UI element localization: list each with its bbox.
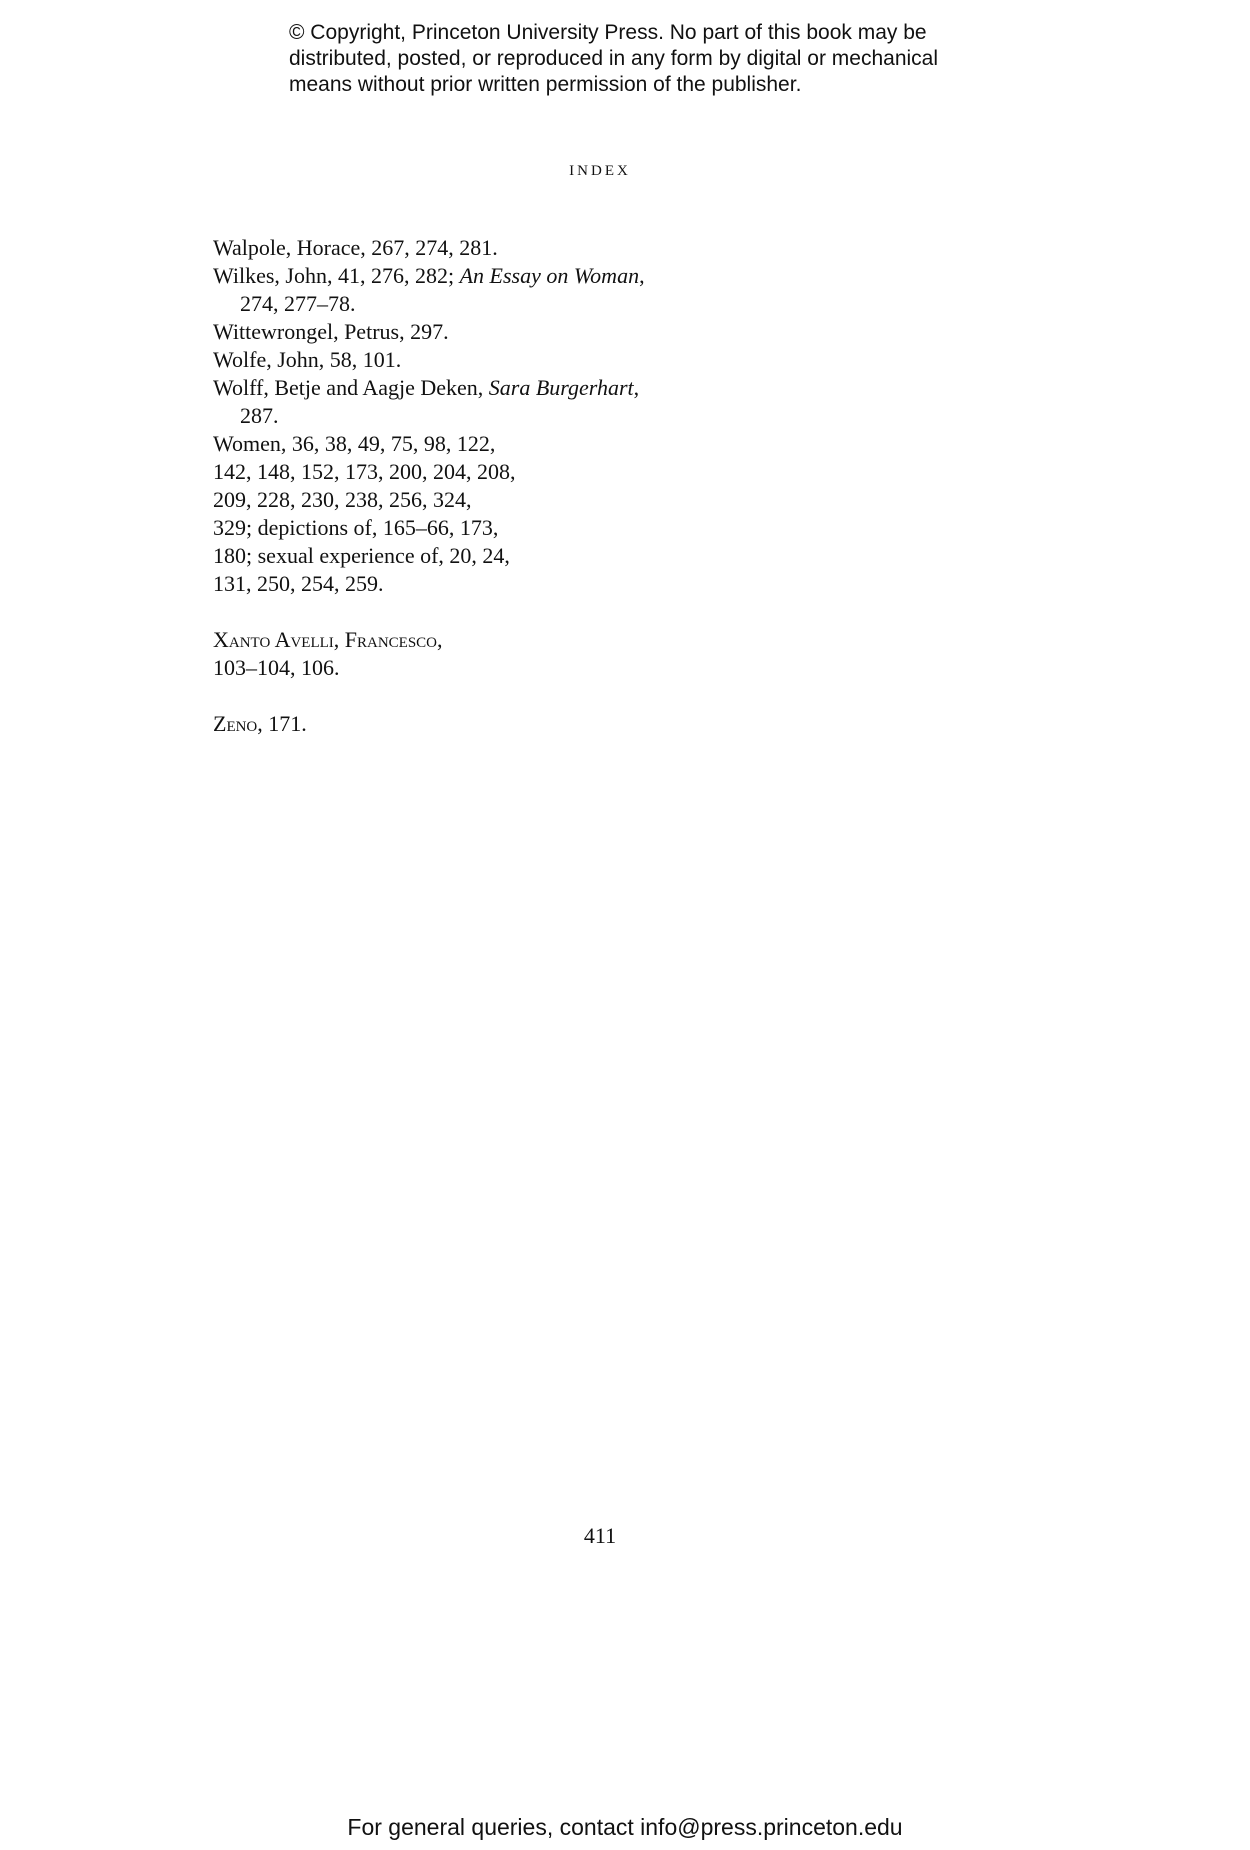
entry-text: Wolff, Betje and Aagje Deken, (213, 375, 489, 400)
index-entry-zeno (213, 710, 653, 738)
copyright-line-2: distributed, posted, or reproduced in any form by digital or mechanical (289, 47, 939, 70)
copyright-line-3: means without prior written permission of the publisher. (289, 73, 802, 96)
index-entry-women (213, 430, 653, 598)
entry-title-part: Burgerhart (535, 375, 634, 400)
entry-text: Wilkes, John, 41, 276, 282; (213, 263, 460, 288)
entry-title-part: on Woman (546, 263, 640, 288)
entry-line: 180; sexual experience of, 20, 24, (213, 543, 510, 568)
index-entry-walpole: Walpole, Horace, 267, 274, 281. (213, 235, 498, 260)
index-entry-wilkes (213, 262, 653, 318)
page-number: 411 (583, 1523, 617, 1548)
copyright-notice (289, 20, 1049, 98)
entry-line: 142, 148, 152, 173, 200, 204, 208, (213, 459, 516, 484)
entry-heading: Xanto Avelli, Francesco, (213, 627, 443, 652)
letter-section-gap (213, 598, 653, 626)
entry-text: , 274, 277–78. (240, 263, 645, 316)
running-head: INDEX (569, 163, 631, 179)
entry-heading: Zeno (213, 711, 258, 736)
entry-text: , 171. (257, 711, 307, 736)
index-list (213, 234, 653, 738)
index-entry-xanto (213, 626, 653, 682)
footer-contact: For general queries, contact info@press.princeton.edu (347, 1814, 903, 1840)
entry-line: 209, 228, 230, 238, 256, 324, (213, 487, 472, 512)
entry-line: Women, 36, 38, 49, 75, 98, 122, (213, 431, 496, 456)
entry-title-part: Sara (488, 375, 531, 400)
copyright-line-1: © Copyright, Princeton University Press. No part of this book may be (289, 21, 927, 44)
index-entry-wittewrongel: Wittewrongel, Petrus, 297. (213, 319, 449, 344)
entry-line: 131, 250, 254, 259. (213, 571, 384, 596)
entry-line: 103–104, 106. (213, 655, 340, 680)
entry-text: , 287. (240, 375, 640, 428)
letter-section-gap (213, 682, 653, 710)
index-entry-wolfe: Wolfe, John, 58, 101. (213, 347, 402, 372)
index-entry-wolff (213, 374, 653, 430)
entry-line: 329; depictions of, 165–66, 173, (213, 515, 499, 540)
entry-title-part: An Essay (459, 263, 541, 288)
